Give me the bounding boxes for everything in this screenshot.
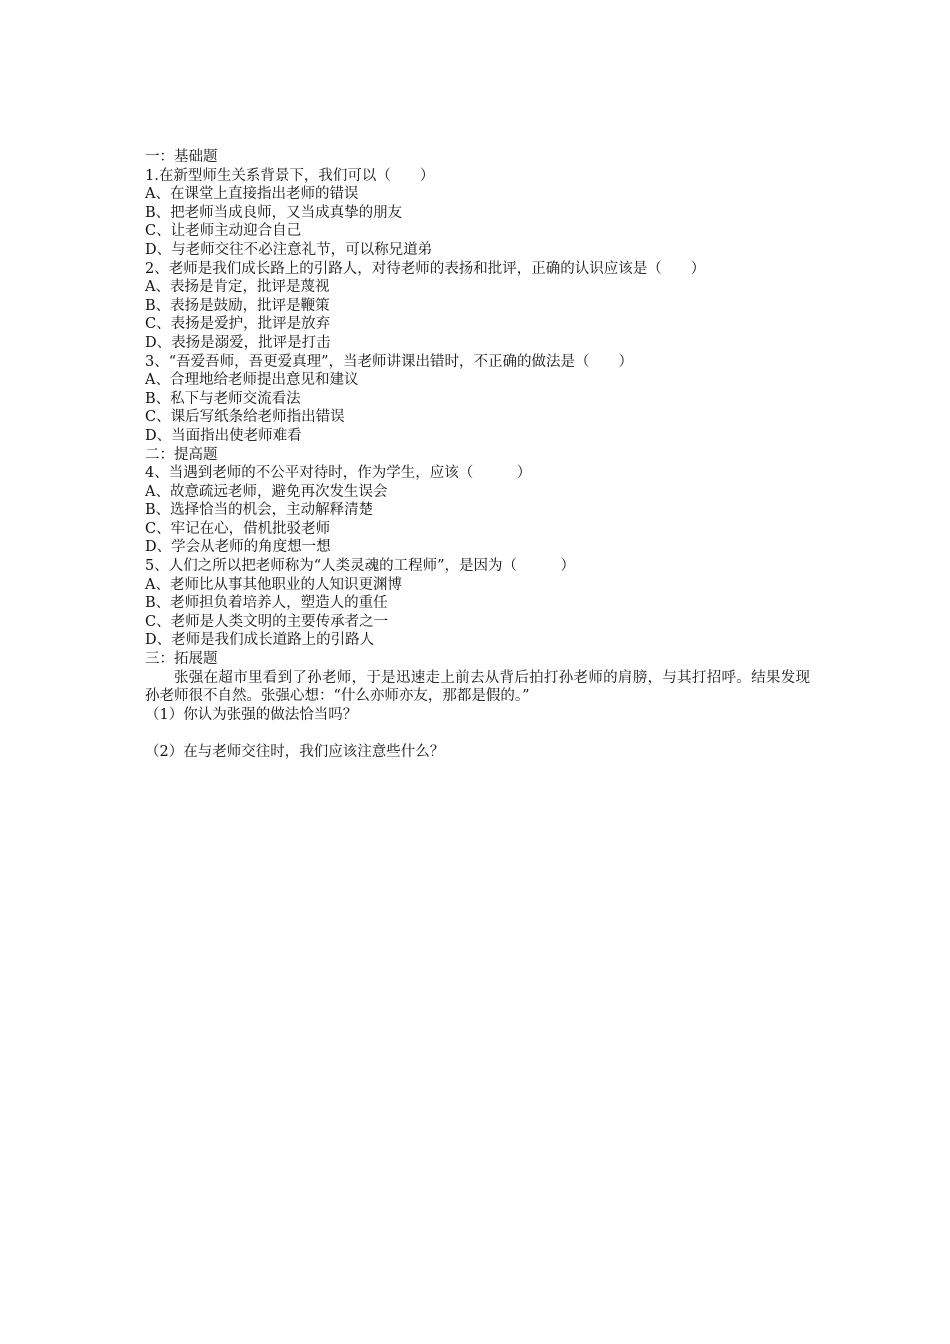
extension-sub-question-1: （1）你认为张强的做法恰当吗？ (145, 706, 358, 723)
extension-sub-question-2: （2）在与老师交往时，我们应该注意些什么？ (145, 744, 445, 760)
question-3-option-a: A、合理地给老师提出意见和建议 (145, 372, 359, 389)
question-5-stem: 5、人们之所以把老师称为“人类灵魂的工程师”，是因为（ ） (145, 558, 576, 575)
worksheet-content (145, 148, 810, 762)
question-2-option-c: C、表扬是爱护，批评是放弃 (145, 316, 331, 333)
extension-passage: 张强在超市里看到了孙老师，于是迅速走上前去从背后拍打孙老师的肩膀，与其打招呼。结果发现孙老师很不自然。张强心想：“什么亦师亦友，那都是假的。” (145, 669, 810, 705)
question-5-option-c: C、老师是人类文明的主要传承者之一 (145, 613, 389, 630)
section-heading-basic: 一：基础题 (145, 149, 218, 165)
question-5-option-a: A、老师比从事其他职业的人知识更渊博 (145, 576, 402, 593)
question-3-option-c: C、课后写纸条给老师指出错误 (145, 409, 345, 426)
question-4-option-a: A、故意疏远老师，避免再次发生误会 (145, 483, 388, 500)
answer-space (145, 724, 810, 743)
question-2-stem: 2、老师是我们成长路上的引路人，对待老师的表扬和批评，正确的认识应该是（ ） (145, 260, 706, 277)
question-3-option-d: D、当面指出使老师难看 (145, 427, 302, 444)
question-4-option-c: C、牢记在心，借机批驳老师 (145, 520, 331, 537)
section-heading-advanced: 二：提高题 (145, 446, 218, 463)
question-4-stem: 4、当遇到老师的不公平对待时，作为学生，应该（ ） (145, 465, 532, 482)
question-1-option-d: D、与老师交往不必注意礼节，可以称兄道弟 (145, 241, 433, 258)
question-1-option-b: B、把老师当成良师，又当成真挚的朋友 (145, 204, 403, 221)
question-2-option-a: A、表扬是肯定，批评是蔑视 (145, 279, 330, 296)
question-2-option-b: B、表扬是鼓励，批评是鞭策 (145, 297, 330, 314)
question-4-option-b: B、选择恰当的机会，主动解释清楚 (145, 502, 374, 519)
question-2-option-d: D、表扬是溺爱，批评是打击 (145, 334, 331, 351)
question-3-option-b: B、私下与老师交流看法 (145, 390, 301, 407)
section-heading-extension: 三：拓展题 (145, 651, 218, 668)
question-4-option-d: D、学会从老师的角度想一想 (145, 539, 331, 556)
question-5-option-b: B、老师担负着培养人，塑造人的重任 (145, 595, 388, 612)
question-1-option-a: A、在课堂上直接指出老师的错误 (145, 186, 359, 203)
question-5-option-d: D、老师是我们成长道路上的引路人 (145, 632, 375, 649)
question-1-stem: 1.在新型师生关系背景下，我们可以（ ） (145, 167, 435, 184)
question-1-option-c: C、让老师主动迎合自己 (145, 223, 302, 240)
question-3-stem: 3、“吾爱吾师，吾更爱真理”，当老师讲课出错时，不正确的做法是（ ） (145, 353, 634, 370)
